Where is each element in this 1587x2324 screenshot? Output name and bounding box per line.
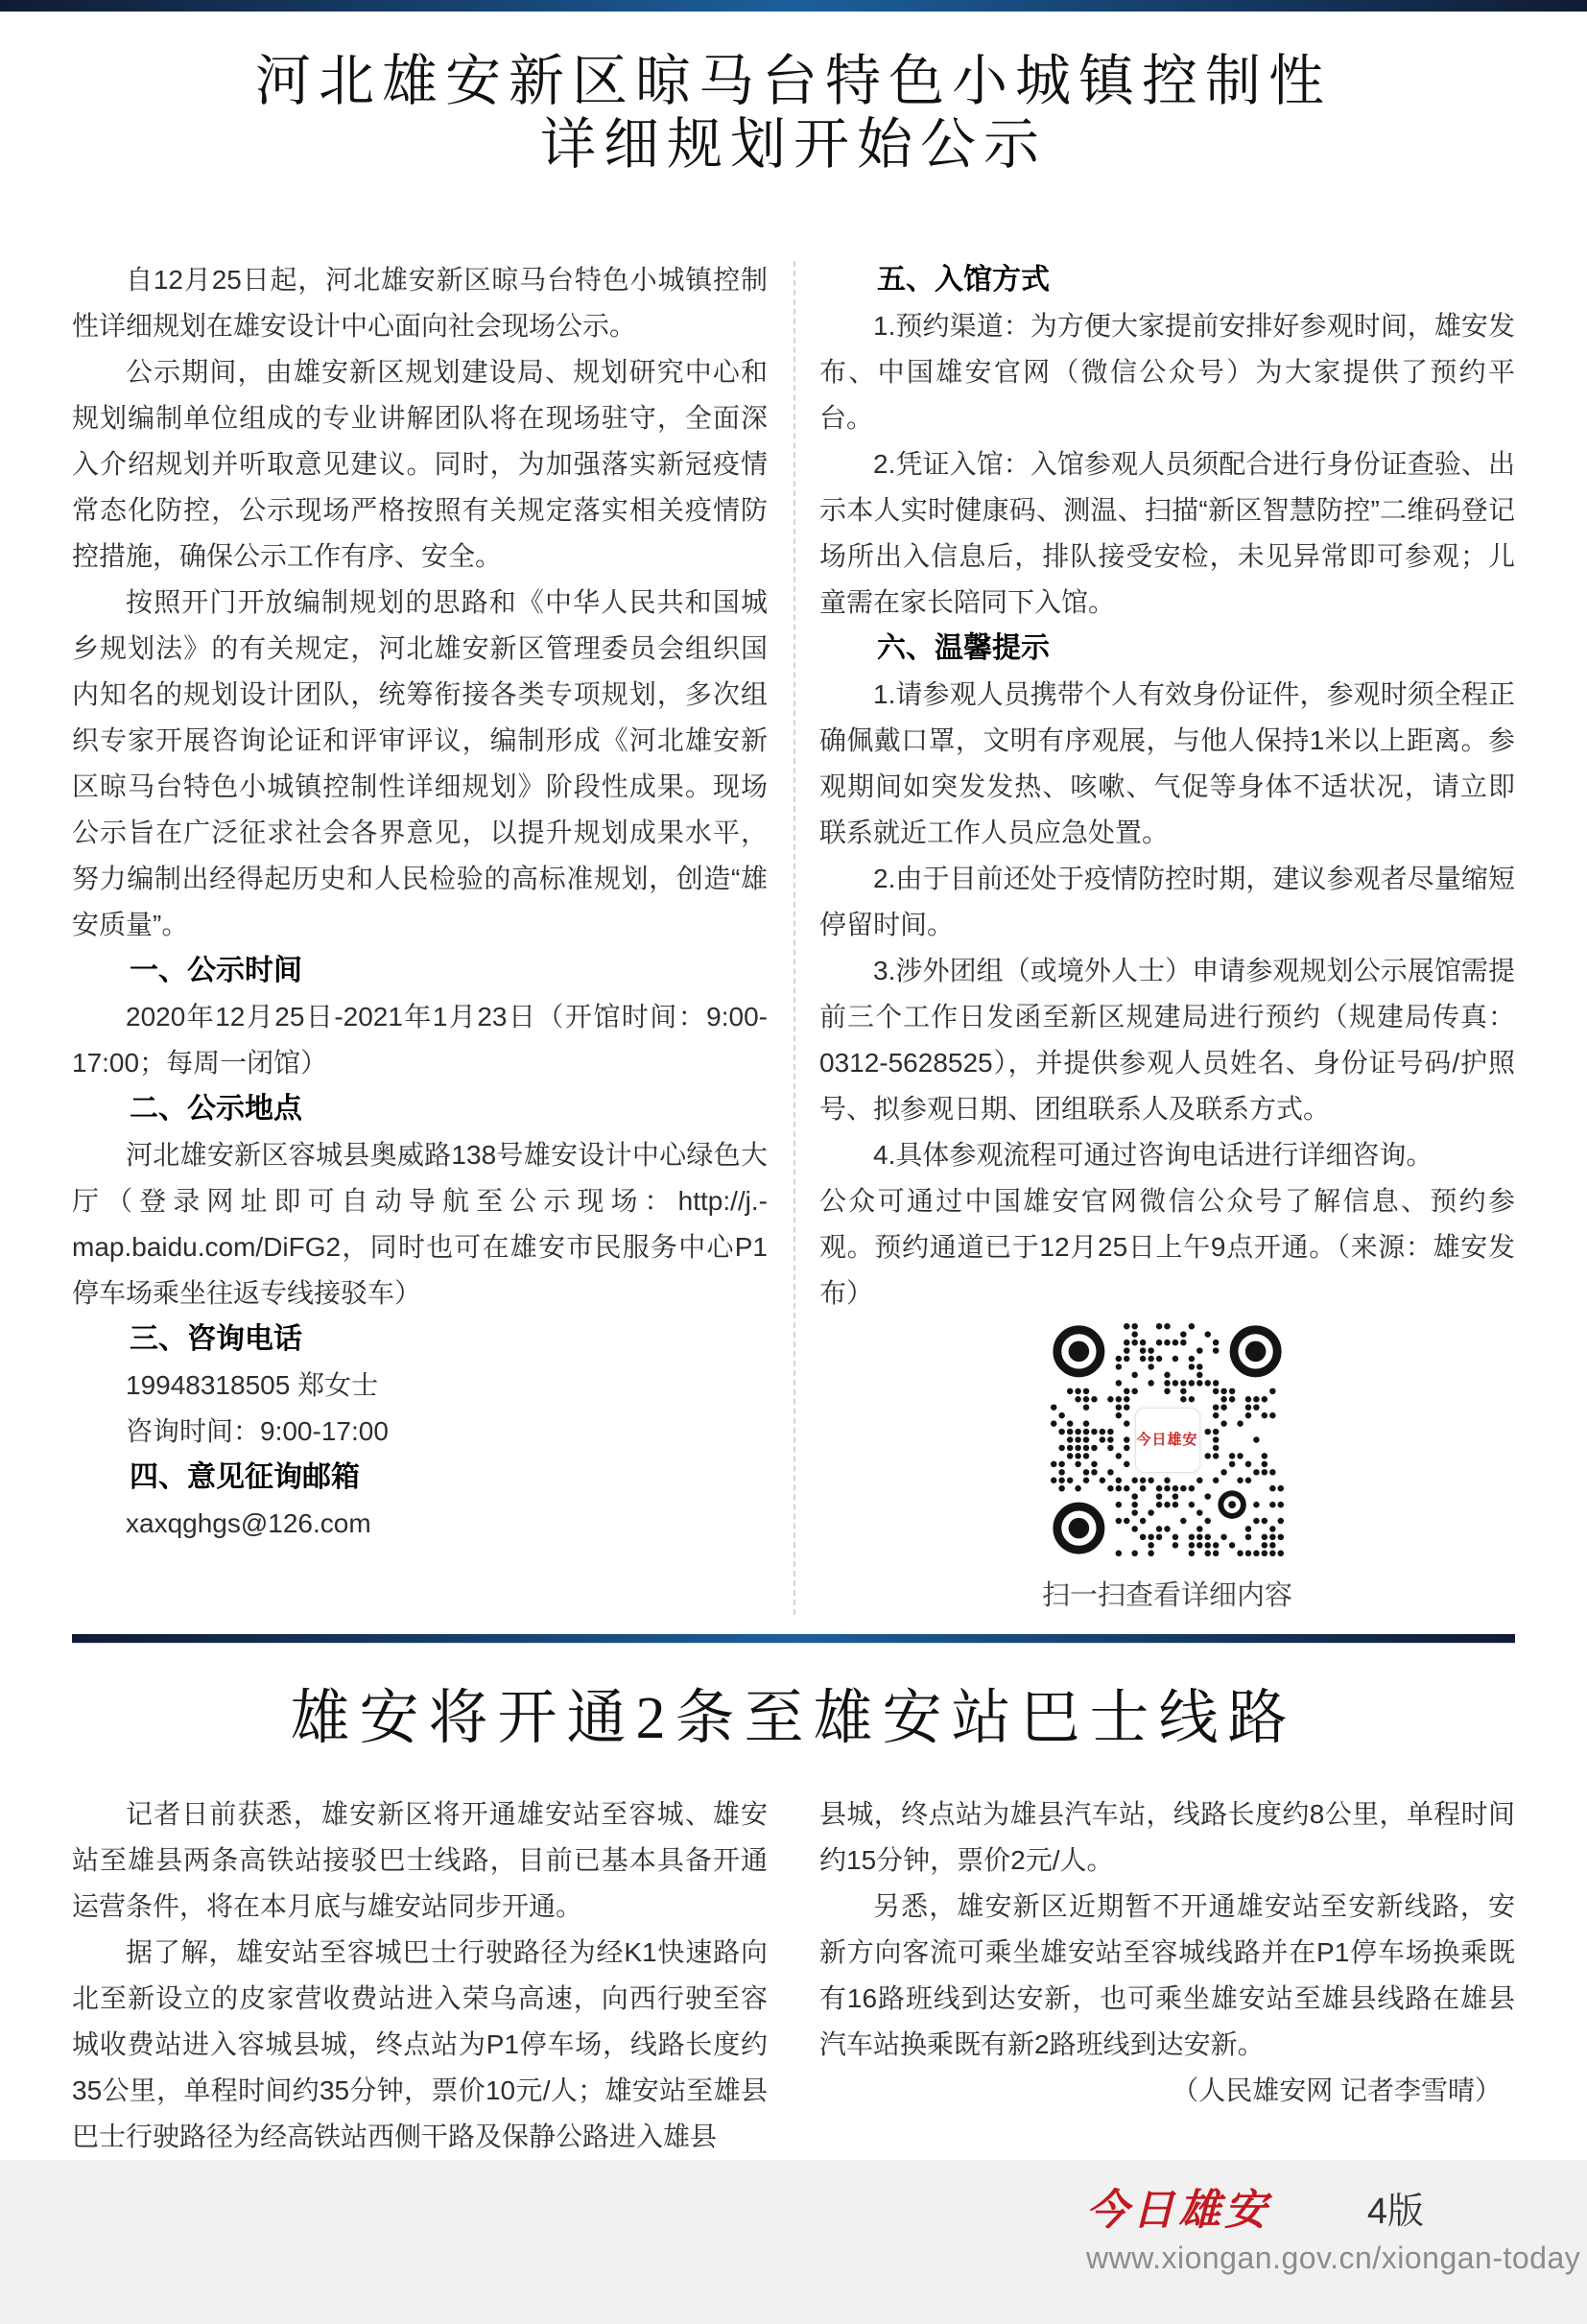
paragraph: 县城，终点站为雄县汽车站，线路长度约8公里，单程时间约15分钟，票价2元/人。	[819, 1799, 1515, 1875]
article2-left-column	[72, 1791, 768, 2160]
article1-right-column	[819, 257, 1515, 1619]
page-footer	[0, 2160, 1587, 2324]
paragraph: 2020年12月25日-2021年1月23日（开馆时间：9:00-17:00；每周一闭馆）	[72, 1002, 768, 1078]
article-1	[72, 50, 1515, 1619]
paragraph: 19948318505 郑女士	[126, 1370, 379, 1400]
article1-title	[72, 50, 1515, 177]
paragraph: 公示期间，由雄安新区规划建设局、规划研究中心和规划编制单位组成的专业讲解团队将在现场驻守，全面深入介绍规划并听取意见建议。同时，为加强落实新冠疫情常态化防控，公示现场严格按照有关规定落实相关疫情防控措施，确保公示工作有序、安全。	[72, 357, 768, 571]
footer-url: www.xiongan.gov.cn/xiongan-today	[1086, 2241, 1581, 2275]
section-heading: 五、入馆方式	[877, 264, 1050, 296]
paragraph: 公众可通过中国雄安官网微信公众号了解信息、预约参观。预约通道已于12月25日上午9点开通。（来源：雄安发布）	[819, 1186, 1515, 1308]
paragraph: 记者日前获悉，雄安新区将开通雄安站至容城、雄安站至雄县两条高铁站接驳巴士线路，目前已基本具备开通运营条件，将在本月底与雄安站同步开通。	[72, 1799, 768, 1921]
section-heading: 四、意见征询邮箱	[130, 1461, 360, 1493]
section-heading: 一、公示时间	[130, 955, 302, 986]
article2-columns	[72, 1791, 1515, 2160]
footer-content	[1086, 2187, 1581, 2276]
qr-code	[1050, 1322, 1285, 1557]
paragraph: 据了解，雄安站至容城巴士行驶路径为经K1快速路向北至新设立的皮家营收费站进入荣乌高速，向西行驶至容城收费站进入容城县城，终点站为P1停车场，线路长度约35公里，单程时间约35分钟，票价10元/人；雄安站至雄县巴士行驶路径为经高铁站西侧干路及保静公路进入雄县	[72, 1937, 768, 2151]
paragraph: 3.涉外团组（或境外人士）申请参观规划公示展馆需提前三个工作日发函至新区规建局进行预约（规建局传真：0312-5628525），并提供参观人员姓名、身份证号码/护照号、拟参观日期、团组联系人及联系方式。	[819, 956, 1515, 1124]
paragraph: 2.由于目前还处于疫情防控时期，建议参观者尽量缩短停留时间。	[819, 864, 1515, 939]
paragraph: 咨询时间：9:00-17:00	[126, 1416, 389, 1446]
paragraph: xaxqghgs@126.com	[126, 1508, 371, 1538]
qr-caption: 扫一扫查看详细内容	[1041, 1580, 1292, 1611]
paragraph: 按照开门开放编制规划的思路和《中华人民共和国城乡规划法》的有关规定，河北雄安新区管理委员会组织国内知名的规划设计团队，统筹衔接各类专项规划，多次组织专家开展咨询论证和评审评议，编制形成《河北雄安新区晾马台特色小城镇控制性详细规划》阶段性成果。现场公示旨在广泛征求社会各界意见，以提升规划成果水平，努力编制出经得起历史和人民检验的高标准规划，创造“雄安质量”。	[72, 587, 768, 939]
paragraph: 1.预约渠道：为方便大家提前安排好参观时间，雄安发布、中国雄安官网（微信公众号）为大家提供了预约平台。	[819, 311, 1515, 433]
paragraph: 4.具体参观流程可通过咨询电话进行详细咨询。	[873, 1140, 1433, 1170]
article1-title-line1: 河北雄安新区晾马台特色小城镇控制性	[254, 50, 1332, 112]
article2-right-column	[819, 1791, 1515, 2160]
paragraph: 另悉，雄安新区近期暂不开通雄安站至安新线路，安新方向客流可乘坐雄安站至容城线路并在P1停车场换乘既有16路班线到达安新，也可乘坐雄安站至雄县线路在雄县汽车站换乘既有新2路班线到达安新。	[819, 1891, 1515, 2059]
paragraph: （人民雄安网 记者李雪晴）	[1172, 2075, 1502, 2105]
article2-title: 雄安将开通2条至雄安站巴士线路	[290, 1686, 1297, 1751]
page-content	[0, 12, 1587, 2160]
paragraph: 河北雄安新区容城县奥威路138号雄安设计中心绿色大厅（登录网址即可自动导航至公示现场：http://j.-map.baidu.com/DiFG2，同时也可在雄安市民服务中心P1停车场乘坐往返专线接驳车）	[72, 1140, 768, 1308]
page-number-label: 4版	[1366, 2192, 1424, 2232]
article1-title-line2: 详细规划开始公示	[539, 113, 1047, 176]
article1-columns	[72, 257, 1515, 1619]
top-accent-bar	[0, 0, 1587, 12]
column-divider-dashed	[794, 261, 795, 1615]
paragraph: 1.请参观人员携带个人有效身份证件，参观时须全程正确佩戴口罩，文明有序观展，与他人保持1米以上距离。参观期间如突发发热、咳嗽、气促等身体不适状况，请立即联系就近工作人员应急处置。	[819, 679, 1515, 847]
section-heading: 六、温馨提示	[877, 632, 1050, 664]
paragraph: 自12月25日起，河北雄安新区晾马台特色小城镇控制性详细规划在雄安设计中心面向社会现场公示。	[72, 265, 768, 341]
section-heading: 二、公示地点	[130, 1093, 302, 1125]
qr-center-logo: 今日雄安	[1135, 1408, 1200, 1473]
section-divider-bar	[72, 1634, 1515, 1644]
article-2	[72, 1674, 1515, 2160]
article1-left-column	[72, 257, 768, 1619]
paragraph: 2.凭证入馆：入馆参观人员须配合进行身份证查验、出示本人实时健康码、测温、扫描“新区智慧防控”二维码登记场所出入信息后，排队接受安检，未见异常即可参观；儿童需在家长陪同下入馆。	[819, 449, 1515, 617]
qr-section	[819, 1322, 1515, 1619]
masthead-logo: 今日雄安	[1086, 2187, 1270, 2234]
section-heading: 三、咨询电话	[130, 1323, 302, 1355]
